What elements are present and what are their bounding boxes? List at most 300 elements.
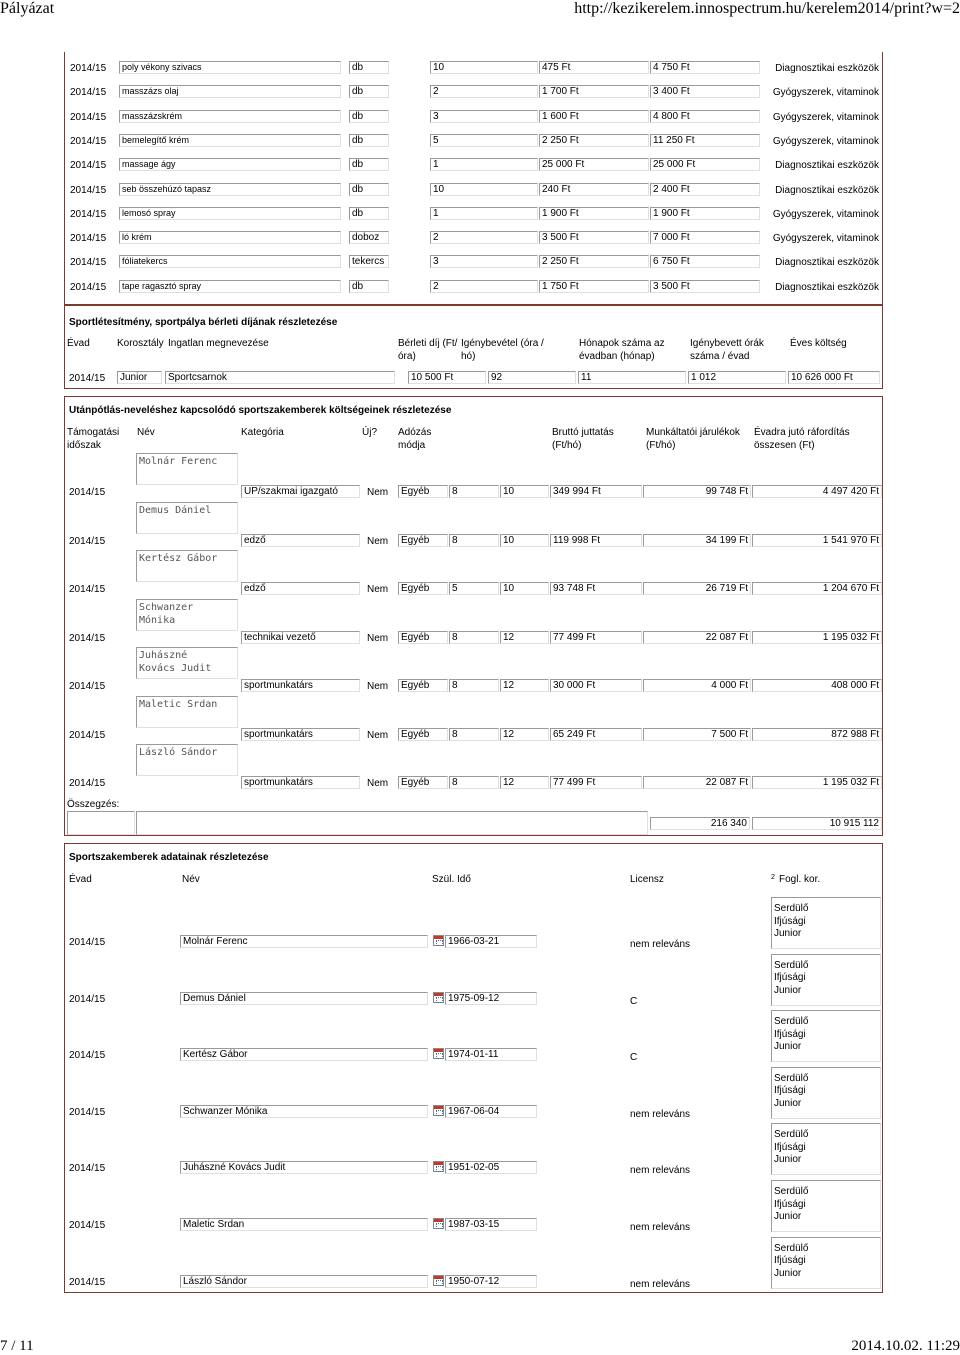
item-total[interactable] bbox=[650, 207, 760, 220]
experts-header: Név bbox=[182, 874, 200, 885]
staff-new: Nem bbox=[367, 632, 389, 644]
staff-total[interactable] bbox=[752, 728, 882, 741]
item-qty[interactable] bbox=[430, 158, 538, 171]
age-group-option[interactable]: Ifjúsági bbox=[774, 972, 806, 984]
staff-total-value: 4 497 420 Ft bbox=[822, 486, 879, 497]
facility-header: Igénybevett órák száma / évad bbox=[690, 338, 764, 362]
staff-total[interactable] bbox=[752, 534, 882, 547]
staff-tax[interactable] bbox=[398, 679, 448, 692]
staff-tax[interactable] bbox=[398, 776, 448, 789]
item-unit-value: db bbox=[352, 110, 364, 122]
facility-hours[interactable] bbox=[688, 371, 786, 384]
summary-contrib-value: 216 340 bbox=[710, 818, 747, 829]
staff-tax-value: Egyéb bbox=[401, 583, 430, 594]
expert-birthdate[interactable] bbox=[445, 1218, 537, 1231]
item-total-value: 6 750 Ft bbox=[653, 256, 690, 268]
item-season: 2014/15 bbox=[70, 233, 107, 245]
item-qty[interactable] bbox=[430, 255, 538, 268]
item-qty-value: 10 bbox=[433, 183, 445, 195]
staff-a-value: 8 bbox=[452, 534, 458, 546]
item-name-value: bemelegítő krém bbox=[122, 134, 190, 145]
staff-name-field[interactable] bbox=[136, 550, 238, 582]
staff-category-value: technikai vezető bbox=[244, 631, 316, 643]
age-group-option[interactable]: Serdülő bbox=[774, 1242, 809, 1254]
staff-total[interactable] bbox=[752, 582, 882, 595]
item-category: Gyógyszerek, vitaminok bbox=[772, 233, 879, 245]
expert-name[interactable] bbox=[180, 1048, 428, 1061]
facility-rent-value: 10 500 Ft bbox=[411, 372, 454, 383]
facility-annual-cost-value: 10 626 000 Ft bbox=[791, 372, 853, 383]
expert-name-value: Maletic Srdan bbox=[183, 1219, 245, 1230]
staff-b-value: 12 bbox=[503, 728, 515, 740]
item-unit[interactable] bbox=[349, 255, 389, 268]
staff-b[interactable] bbox=[500, 728, 549, 741]
summary-total[interactable] bbox=[752, 817, 882, 830]
experts-header-sup: 2 bbox=[771, 874, 775, 881]
item-qty-value: 2 bbox=[433, 86, 439, 98]
age-group-option[interactable]: Ifjúsági bbox=[774, 1028, 806, 1040]
staff-name: Juhászné Kovács Judit bbox=[139, 650, 212, 674]
staff-new: Nem bbox=[367, 487, 389, 498]
staff-total-value: 1 541 970 Ft bbox=[822, 534, 879, 546]
item-unit-price[interactable] bbox=[539, 158, 649, 171]
page-header-url: http://kezikerelem.innospectrum.hu/kerelem2014/print?w=2 bbox=[574, 0, 960, 17]
staff-b[interactable] bbox=[500, 631, 549, 644]
item-name[interactable] bbox=[119, 255, 341, 268]
item-name-value: tape ragasztó spray bbox=[122, 280, 202, 291]
item-unit-price[interactable] bbox=[539, 134, 649, 147]
page-header-title: Pályázat bbox=[0, 0, 55, 17]
expert-name[interactable] bbox=[180, 935, 428, 948]
facility-header: Korosztály bbox=[117, 338, 164, 349]
staff-contrib[interactable] bbox=[643, 728, 751, 741]
staff-tax[interactable] bbox=[398, 631, 448, 644]
staff-b-value: 10 bbox=[503, 534, 515, 546]
item-unit-price[interactable] bbox=[539, 280, 649, 293]
expert-birthdate[interactable] bbox=[445, 1275, 537, 1288]
item-name[interactable] bbox=[119, 183, 341, 196]
item-total[interactable] bbox=[650, 280, 760, 293]
item-name-value: masszázs olaj bbox=[122, 86, 179, 97]
facility-season: 2014/15 bbox=[69, 373, 106, 384]
staff-total[interactable] bbox=[752, 631, 882, 644]
staff-contrib-value: 26 719 Ft bbox=[705, 583, 748, 594]
staff-total-value: 1 195 032 Ft bbox=[822, 777, 879, 788]
expert-age-groups[interactable] bbox=[771, 1067, 881, 1119]
staff-category-value: sportmunkatárs bbox=[244, 728, 313, 740]
item-unit-value: db bbox=[352, 62, 364, 73]
staff-gross[interactable] bbox=[550, 728, 642, 741]
item-season: 2014/15 bbox=[70, 184, 107, 196]
age-group-option[interactable]: Ifjúsági bbox=[774, 1141, 806, 1153]
item-name[interactable] bbox=[119, 134, 341, 147]
item-unit-value: db bbox=[352, 159, 364, 171]
staff-category-value: sportmunkatárs bbox=[244, 777, 313, 788]
expert-birthdate[interactable] bbox=[445, 1161, 537, 1174]
expert-age-groups[interactable] bbox=[771, 954, 881, 1006]
staff-contrib[interactable] bbox=[643, 631, 751, 644]
staff-tax[interactable] bbox=[398, 582, 448, 595]
staff-new: Nem bbox=[367, 778, 389, 789]
staff-a[interactable] bbox=[449, 728, 499, 741]
item-name-value: seb összehúzó tapasz bbox=[122, 183, 212, 194]
staff-category[interactable] bbox=[241, 776, 360, 789]
facility-age-group-value: Junior bbox=[120, 372, 148, 383]
expert-name[interactable] bbox=[180, 1275, 428, 1288]
expert-birthdate[interactable] bbox=[445, 1105, 537, 1118]
item-name[interactable] bbox=[119, 280, 341, 293]
item-name-value: fóliatekercs bbox=[122, 256, 168, 267]
staff-header: Évadra jutó ráfordítás összesen (Ft) bbox=[754, 427, 850, 451]
age-group-option[interactable]: Ifjúsági bbox=[774, 1198, 806, 1210]
item-category: Diagnosztikai eszközök bbox=[775, 281, 879, 293]
item-name[interactable] bbox=[119, 158, 341, 171]
age-group-option[interactable]: Serdülő bbox=[774, 1016, 809, 1028]
age-group-option[interactable]: Junior bbox=[774, 928, 802, 939]
staff-gross-value: 65 249 Ft bbox=[553, 728, 596, 740]
item-qty[interactable] bbox=[430, 207, 538, 220]
age-group-option[interactable]: Serdülő bbox=[774, 959, 809, 971]
staff-name: Molnár Ferenc bbox=[139, 456, 218, 467]
calendar-icon[interactable] bbox=[433, 1105, 444, 1116]
expert-season: 2014/15 bbox=[69, 993, 106, 1005]
item-unit-price[interactable] bbox=[539, 255, 649, 268]
item-unit-price[interactable] bbox=[539, 110, 649, 123]
calendar-icon[interactable] bbox=[433, 1275, 444, 1286]
calendar-icon[interactable] bbox=[433, 935, 444, 946]
facility-header: Ingatlan megnevezése bbox=[168, 338, 269, 349]
staff-name-field[interactable] bbox=[136, 599, 238, 631]
item-total-value: 4 750 Ft bbox=[653, 62, 690, 73]
staff-name: Demus Dániel bbox=[139, 504, 212, 516]
item-total[interactable] bbox=[650, 255, 760, 268]
item-name[interactable] bbox=[119, 61, 341, 74]
staff-total[interactable] bbox=[752, 485, 882, 498]
staff-contrib[interactable] bbox=[643, 534, 751, 547]
item-qty[interactable] bbox=[430, 134, 538, 147]
item-total[interactable] bbox=[650, 231, 760, 244]
expert-age-groups[interactable] bbox=[771, 1010, 881, 1062]
age-group-option[interactable]: Junior bbox=[774, 1154, 802, 1166]
item-unit-price-value: 2 250 Ft bbox=[542, 256, 579, 268]
staff-name-field[interactable] bbox=[136, 744, 238, 776]
summary-total-value: 10 915 112 bbox=[829, 818, 879, 829]
item-season: 2014/15 bbox=[70, 87, 107, 99]
staff-tax[interactable] bbox=[398, 485, 448, 498]
staff-tax-value: Egyéb bbox=[401, 631, 430, 643]
age-group-option[interactable]: Serdülő bbox=[774, 1186, 809, 1197]
staff-contrib-value: 99 748 Ft bbox=[705, 486, 748, 497]
staff-gross[interactable] bbox=[550, 776, 642, 789]
staff-a-value: 8 bbox=[452, 631, 458, 643]
item-name-value: lemosó spray bbox=[122, 207, 176, 218]
expert-name-value: László Sándor bbox=[183, 1275, 247, 1287]
experts-title: Sportszakemberek adatainak részletezése bbox=[69, 852, 269, 863]
expert-name[interactable] bbox=[180, 1161, 428, 1174]
staff-contrib-value: 22 087 Ft bbox=[705, 631, 748, 643]
staff-b-value: 12 bbox=[503, 631, 515, 643]
item-unit-price-value: 1 900 Ft bbox=[542, 207, 579, 219]
item-unit-value: db bbox=[352, 86, 364, 98]
expert-birthdate-value: 1975-09-12 bbox=[448, 992, 500, 1004]
item-season: 2014/15 bbox=[70, 281, 107, 293]
facility-annual-cost[interactable] bbox=[788, 371, 880, 384]
summary-blank bbox=[67, 811, 135, 835]
staff-category[interactable] bbox=[241, 728, 360, 741]
experts-header: Szül. Idő bbox=[432, 874, 471, 885]
staff-b[interactable] bbox=[500, 776, 549, 789]
item-unit-value: db bbox=[352, 280, 364, 292]
staff-a-value: 8 bbox=[452, 680, 458, 691]
expert-license: nem releváns bbox=[630, 1278, 691, 1290]
staff-a[interactable] bbox=[449, 776, 499, 789]
expert-name[interactable] bbox=[180, 1218, 428, 1231]
item-unit[interactable] bbox=[349, 61, 389, 74]
item-total-value: 1 900 Ft bbox=[653, 207, 690, 219]
item-unit[interactable] bbox=[349, 85, 389, 98]
facility-rent[interactable] bbox=[408, 371, 486, 384]
staff-contrib[interactable] bbox=[643, 679, 751, 692]
item-unit-price-value: 240 Ft bbox=[542, 183, 571, 195]
item-unit[interactable] bbox=[349, 207, 389, 220]
staff-contrib[interactable] bbox=[643, 776, 751, 789]
item-qty-value: 2 bbox=[433, 280, 439, 292]
expert-birthdate[interactable] bbox=[445, 935, 537, 948]
item-season: 2014/15 bbox=[70, 135, 107, 147]
item-total-value: 2 400 Ft bbox=[653, 183, 690, 195]
staff-header: Bruttó juttatás (Ft/hó) bbox=[552, 427, 614, 451]
item-category: Gyógyszerek, vitaminok bbox=[772, 135, 879, 147]
staff-section bbox=[64, 396, 883, 836]
expert-license: nem releváns bbox=[630, 939, 691, 950]
expert-license: nem releváns bbox=[630, 1165, 691, 1177]
item-unit[interactable] bbox=[349, 134, 389, 147]
item-category: Diagnosztikai eszközök bbox=[775, 160, 879, 172]
staff-b[interactable] bbox=[500, 679, 549, 692]
item-category: Gyógyszerek, vitaminok bbox=[772, 208, 879, 220]
staff-category-value: UP/szakmai igazgató bbox=[244, 486, 338, 497]
item-total[interactable] bbox=[650, 110, 760, 123]
item-unit-price-value: 1 700 Ft bbox=[542, 86, 579, 98]
staff-gross-value: 119 998 Ft bbox=[553, 534, 601, 546]
item-unit-price[interactable] bbox=[539, 231, 649, 244]
item-total[interactable] bbox=[650, 134, 760, 147]
item-total-value: 3 400 Ft bbox=[653, 86, 690, 98]
facility-header: Évad bbox=[67, 338, 90, 349]
expert-age-groups[interactable] bbox=[771, 1237, 881, 1289]
age-group-option[interactable]: Serdülő bbox=[774, 1129, 809, 1141]
calendar-icon[interactable] bbox=[433, 1161, 444, 1172]
expert-season: 2014/15 bbox=[69, 1106, 106, 1118]
expert-name-value: Molnár Ferenc bbox=[183, 936, 248, 947]
item-unit[interactable] bbox=[349, 231, 389, 244]
staff-gross[interactable] bbox=[550, 485, 642, 498]
expert-age-groups[interactable] bbox=[771, 897, 881, 949]
item-unit-price-value: 25 000 Ft bbox=[542, 159, 585, 171]
expert-birthdate[interactable] bbox=[445, 1048, 537, 1061]
item-total-value: 11 250 Ft bbox=[653, 134, 695, 146]
staff-tax[interactable] bbox=[398, 534, 448, 547]
staff-category[interactable] bbox=[241, 485, 360, 498]
staff-a-value: 5 bbox=[452, 583, 458, 594]
staff-a[interactable] bbox=[449, 631, 499, 644]
staff-total[interactable] bbox=[752, 776, 882, 789]
staff-a-value: 8 bbox=[452, 777, 458, 788]
item-total[interactable] bbox=[650, 85, 760, 98]
expert-season: 2014/15 bbox=[69, 937, 106, 948]
staff-gross[interactable] bbox=[550, 679, 642, 692]
staff-period: 2014/15 bbox=[69, 535, 106, 547]
staff-contrib-value: 34 199 Ft bbox=[705, 534, 748, 546]
item-name[interactable] bbox=[119, 85, 341, 98]
facility-usage[interactable] bbox=[488, 371, 576, 384]
staff-name: László Sándor bbox=[139, 747, 218, 758]
staff-contrib-value: 7 500 Ft bbox=[711, 728, 748, 740]
age-group-option[interactable]: Junior bbox=[774, 1267, 802, 1279]
expert-birthdate-value: 1974-01-11 bbox=[448, 1049, 499, 1061]
item-unit[interactable] bbox=[349, 110, 389, 123]
staff-tax-value: Egyéb bbox=[401, 777, 430, 788]
staff-header: Munkáltatói járulékok (Ft/hó) bbox=[646, 427, 740, 451]
staff-gross-value: 77 499 Ft bbox=[553, 631, 596, 643]
calendar-icon[interactable] bbox=[433, 1048, 444, 1059]
page-number: 7 / 11 bbox=[0, 1338, 34, 1354]
staff-a[interactable] bbox=[449, 485, 499, 498]
staff-contrib[interactable] bbox=[643, 582, 751, 595]
staff-tax-value: Egyéb bbox=[401, 680, 430, 691]
item-unit-value: db bbox=[352, 207, 364, 219]
item-qty[interactable] bbox=[430, 183, 538, 196]
item-unit-value: db bbox=[352, 134, 364, 146]
expert-name-value: Kertész Gábor bbox=[183, 1049, 248, 1061]
staff-total-value: 872 988 Ft bbox=[831, 728, 879, 740]
staff-name-field[interactable] bbox=[136, 502, 238, 534]
item-unit-price[interactable] bbox=[539, 207, 649, 220]
staff-a[interactable] bbox=[449, 679, 499, 692]
staff-b-value: 10 bbox=[503, 486, 515, 497]
item-unit-price[interactable] bbox=[539, 85, 649, 98]
staff-total[interactable] bbox=[752, 679, 882, 692]
age-group-option[interactable]: Serdülő bbox=[774, 903, 809, 914]
staff-contrib[interactable] bbox=[643, 485, 751, 498]
staff-gross[interactable] bbox=[550, 534, 642, 547]
item-total-value: 25 000 Ft bbox=[653, 159, 696, 171]
item-total[interactable] bbox=[650, 158, 760, 171]
staff-new: Nem bbox=[367, 584, 389, 595]
staff-category-value: edző bbox=[244, 534, 266, 546]
staff-name: Schwanzer Mónika bbox=[139, 601, 194, 626]
item-unit-value: tekercs bbox=[352, 256, 385, 268]
staff-category[interactable] bbox=[241, 582, 360, 595]
expert-birthdate-value: 1967-06-04 bbox=[448, 1105, 500, 1117]
item-category: Gyógyszerek, vitaminok bbox=[772, 111, 879, 123]
expert-age-groups[interactable] bbox=[771, 1123, 881, 1175]
item-name[interactable] bbox=[119, 231, 341, 244]
experts-header: Fogl. kor. bbox=[779, 874, 821, 885]
summary-contrib[interactable] bbox=[650, 817, 750, 830]
age-group-option[interactable]: Junior bbox=[774, 1041, 802, 1053]
item-name-value: masszázskrém bbox=[122, 110, 183, 121]
item-qty[interactable] bbox=[430, 61, 538, 74]
staff-new: Nem bbox=[367, 729, 389, 741]
item-unit-price[interactable] bbox=[539, 183, 649, 196]
staff-b[interactable] bbox=[500, 485, 549, 498]
age-group-option[interactable]: Ifjúsági bbox=[774, 1255, 806, 1267]
item-unit-price-value: 475 Ft bbox=[542, 62, 571, 73]
staff-gross[interactable] bbox=[550, 631, 642, 644]
calendar-icon[interactable] bbox=[433, 992, 444, 1003]
facility-months[interactable] bbox=[578, 371, 686, 384]
expert-birthdate[interactable] bbox=[445, 992, 537, 1005]
staff-gross-value: 349 994 Ft bbox=[553, 486, 601, 497]
age-group-option[interactable]: Junior bbox=[774, 984, 802, 996]
item-unit-value: db bbox=[352, 183, 364, 195]
age-group-option[interactable]: Junior bbox=[774, 1211, 802, 1222]
staff-b-value: 12 bbox=[503, 680, 515, 691]
item-total[interactable] bbox=[650, 183, 760, 196]
staff-header: Adózás módja bbox=[398, 427, 432, 451]
age-group-option[interactable]: Junior bbox=[774, 1097, 802, 1109]
staff-b[interactable] bbox=[500, 582, 549, 595]
staff-a[interactable] bbox=[449, 534, 499, 547]
staff-name-field[interactable] bbox=[136, 453, 238, 485]
staff-category[interactable] bbox=[241, 534, 360, 547]
facility-name[interactable] bbox=[165, 371, 395, 384]
item-unit[interactable] bbox=[349, 280, 389, 293]
staff-b[interactable] bbox=[500, 534, 549, 547]
item-qty[interactable] bbox=[430, 110, 538, 123]
expert-age-groups[interactable] bbox=[771, 1180, 881, 1232]
item-qty-value: 3 bbox=[433, 110, 439, 122]
facility-usage-value: 92 bbox=[491, 372, 503, 383]
age-group-option[interactable]: Ifjúsági bbox=[774, 915, 806, 927]
item-name-value: poly vékony szivacs bbox=[122, 62, 202, 72]
calendar-icon[interactable] bbox=[433, 1218, 444, 1229]
staff-category[interactable] bbox=[241, 631, 360, 644]
staff-category[interactable] bbox=[241, 679, 360, 692]
item-total[interactable] bbox=[650, 61, 760, 74]
age-group-option[interactable]: Ifjúsági bbox=[774, 1085, 806, 1097]
item-qty[interactable] bbox=[430, 280, 538, 293]
staff-a[interactable] bbox=[449, 582, 499, 595]
staff-period: 2014/15 bbox=[69, 584, 106, 595]
item-name[interactable] bbox=[119, 110, 341, 123]
summary-blank bbox=[136, 811, 648, 835]
item-unit[interactable] bbox=[349, 183, 389, 196]
item-total-value: 3 500 Ft bbox=[653, 280, 690, 292]
expert-birthdate-value: 1951-02-05 bbox=[448, 1162, 500, 1174]
item-unit-price[interactable] bbox=[539, 61, 649, 74]
staff-name-field[interactable] bbox=[136, 647, 238, 679]
item-season: 2014/15 bbox=[70, 257, 107, 269]
item-qty[interactable] bbox=[430, 85, 538, 98]
expert-season: 2014/15 bbox=[69, 1050, 106, 1062]
item-qty[interactable] bbox=[430, 231, 538, 244]
item-season: 2014/15 bbox=[70, 63, 107, 74]
staff-name-field[interactable] bbox=[136, 696, 238, 728]
staff-tax[interactable] bbox=[398, 728, 448, 741]
facility-age-group[interactable] bbox=[117, 371, 162, 384]
staff-gross[interactable] bbox=[550, 582, 642, 595]
item-name[interactable] bbox=[119, 207, 341, 220]
expert-name[interactable] bbox=[180, 1105, 428, 1118]
staff-tax-value: Egyéb bbox=[401, 486, 430, 497]
age-group-option[interactable]: Serdülő bbox=[774, 1072, 809, 1084]
staff-contrib-value: 22 087 Ft bbox=[705, 777, 748, 788]
item-qty-value: 3 bbox=[433, 256, 439, 268]
expert-name[interactable] bbox=[180, 992, 428, 1005]
item-unit[interactable] bbox=[349, 158, 389, 171]
